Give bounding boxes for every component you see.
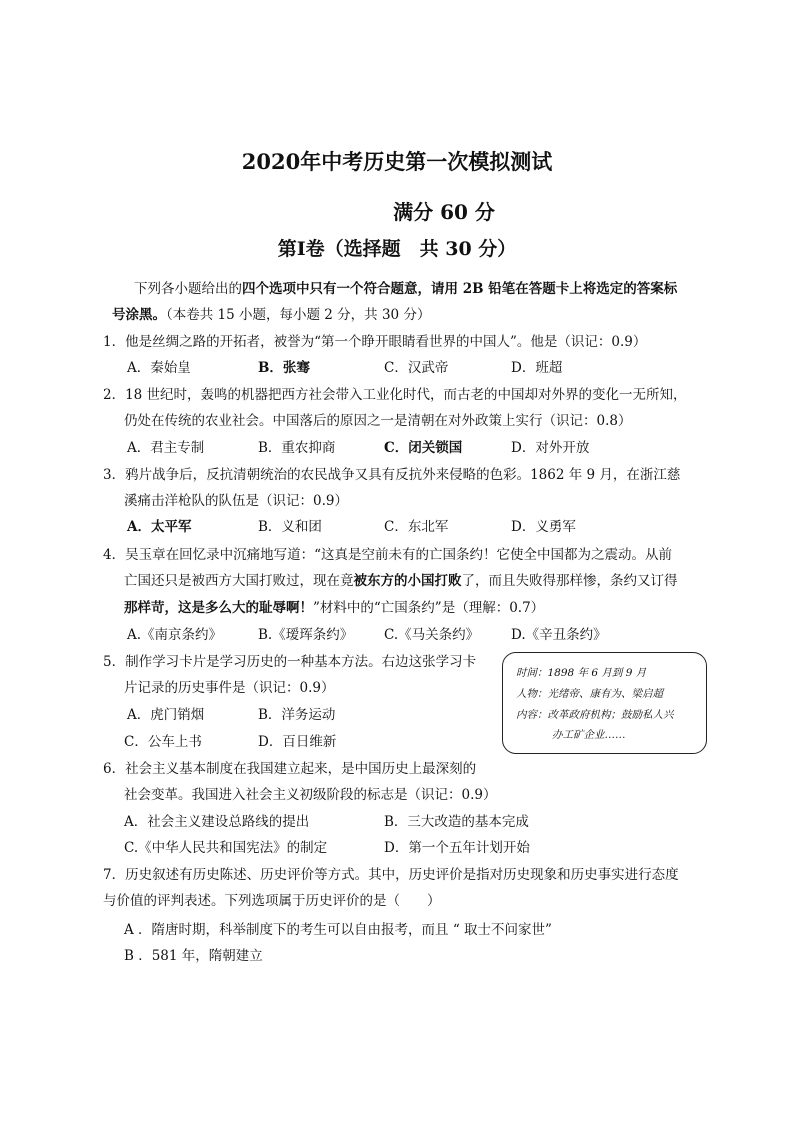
option-d: D．百日维新: [258, 734, 337, 750]
option-b: B．洋务运动: [258, 707, 336, 723]
option-b: B．三大改造的基本完成: [384, 814, 529, 830]
instructions-bold-2: 号涂黑。: [112, 307, 166, 323]
option-b: B．义和团: [258, 519, 322, 535]
section-title: 第Ⅰ卷（选择题 共 30 分）: [277, 238, 517, 260]
question-stem: 6．社会主义基本制度在我国建立起来，是中国历史上最深刻的: [103, 761, 477, 777]
question-stem: 4．吴玉章在回忆录中沉痛地写道：“这真是空前未有的亡国条约！它使全中国都为之震动。从前: [103, 547, 672, 563]
question-stem-cont: 溪痛击洋枪队的队伍是（识记：0.9）: [124, 493, 348, 509]
question-stem-emphasis: 那样苛，这是多么大的耻辱啊！: [124, 600, 313, 616]
option-d: D．班超: [511, 360, 563, 376]
question-stem-emphasis: 被东方的小国打败: [353, 573, 462, 589]
study-card-content: 内容：改革政府机构；鼓励私人兴: [516, 709, 674, 721]
option-c: C．东北军: [384, 519, 449, 535]
question-stem-cont: 社会变革。我国进入社会主义初级阶段的标志是（识记：0.9）: [124, 787, 497, 803]
question-stem: 5．制作学习卡片是学习历史的一种基本方法。右边这张学习卡: [103, 654, 477, 670]
option-b: B．张骞: [258, 360, 310, 376]
study-card-people: 人物：光绪帝、康有为、梁启超: [516, 688, 663, 700]
exam-title: 2020年中考历史第一次模拟测试: [241, 149, 553, 174]
instructions-bold: 四个选项中只有一个符合题意，请用 2B 铅笔在答题卡上将选定的答案标: [242, 281, 678, 297]
option-a: A ．隋唐时期，科举制度下的考生可以自由报考，而且 “ 取士不问家世”: [124, 922, 552, 938]
question-stem-cont: ”材料中的“亡国条约”是（理解：0.7）: [313, 600, 545, 616]
option-c: C．汉武帝: [384, 360, 449, 376]
option-b: B ．581 年，隋朝建立: [124, 948, 263, 964]
option-a: A．太平军: [127, 519, 192, 535]
question-stem-cont: 与价值的评判表述。下列选项属于历史评价的是（ ）: [103, 893, 441, 909]
full-score: 满分 60 分: [393, 200, 495, 224]
option-b: B．重农抑商: [258, 440, 336, 456]
study-card: [502, 652, 707, 754]
option-a: A．秦始皇: [127, 360, 191, 376]
option-a: A．社会主义建设总路线的提出: [124, 814, 310, 830]
question-stem-cont: 亡国还只是被西方大国打败过，现在竟: [124, 573, 354, 589]
question-stem-cont: 片记录的历史事件是（识记：0.9）: [124, 680, 335, 696]
option-d: D．义勇军: [511, 519, 576, 535]
option-d: D．第一个五年计划开始: [384, 840, 530, 856]
option-d: D．对外开放: [511, 440, 590, 456]
option-c: C．公车上书: [124, 734, 202, 750]
option-a: A.《南京条约》: [127, 627, 223, 643]
option-c: C．闭关锁国: [384, 440, 463, 456]
study-card-content-cont: 办工矿企业……: [552, 729, 626, 741]
option-d: D.《辛丑条约》: [511, 627, 607, 643]
question-stem: 7．历史叙述有历史陈述、历史评价等方式。其中，历史评价是指对历史现象和历史事实进行态度: [103, 867, 679, 883]
option-a: A．虎门销烟: [127, 707, 205, 723]
instructions-prefix: 下列各小题给出的: [134, 281, 242, 297]
option-c: C.《中华人民共和国宪法》的制定: [124, 840, 328, 856]
instructions-rest: （本卷共 15 小题，每小题 2 分，共 30 分）: [166, 307, 431, 323]
study-card-time: 时间：1898 年 6 月到 9 月: [516, 667, 647, 679]
option-b: B.《瑷珲条约》: [258, 627, 354, 643]
question-stem: 2．18 世纪时，轰鸣的机器把西方社会带入工业化时代，而古老的中国却对外界的变化一无所知，: [103, 387, 687, 403]
question-stem-cont: 了，而且失败得那样惨，条约又订得: [461, 573, 678, 589]
option-c: C.《马关条约》: [384, 627, 480, 643]
option-a: A．君主专制: [127, 440, 205, 456]
question-stem-cont: 仍处在传统的农业社会。中国落后的原因之一是清朝在对外政策上实行（识记：0.8）: [124, 413, 632, 429]
question-stem: 1．他是丝绸之路的开拓者，被誉为“第一个睁开眼睛看世界的中国人”。他是（识记：0.9）: [103, 334, 647, 350]
question-stem: 3．鸦片战争后，反抗清朝统治的农民战争又具有反抗外来侵略的色彩。1862 年 9 月，在浙江慈: [103, 467, 681, 483]
